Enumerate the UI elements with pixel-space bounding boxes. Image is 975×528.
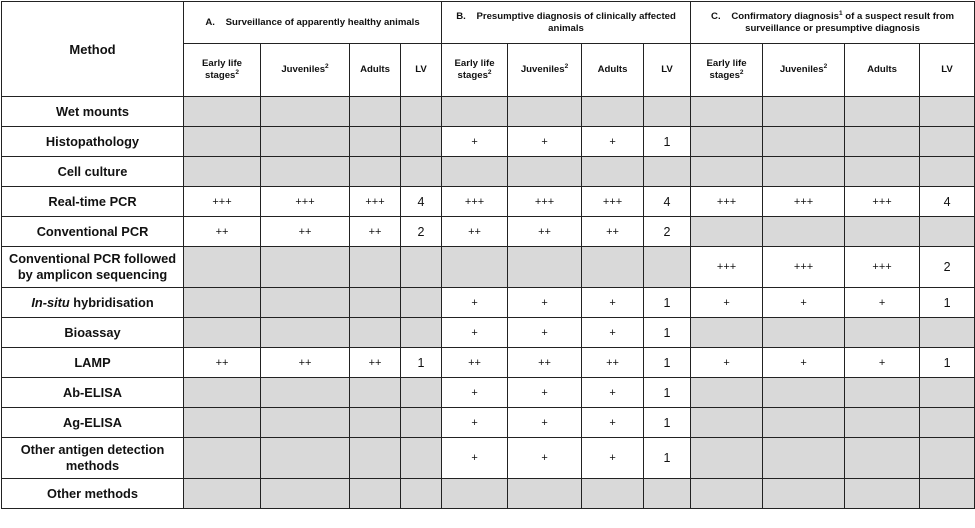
- rating-cell: +: [763, 348, 845, 378]
- group-c-header: [691, 2, 975, 44]
- shaded-cell: [845, 408, 920, 438]
- rating-cell: +: [582, 288, 644, 318]
- shaded-cell: [184, 288, 261, 318]
- shaded-cell: [350, 378, 401, 408]
- shaded-cell: [401, 97, 442, 127]
- shaded-cell: [442, 479, 508, 509]
- shaded-cell: [845, 217, 920, 247]
- table-row: [2, 217, 975, 247]
- rating-cell: +: [582, 378, 644, 408]
- method-label-text: Conventional PCR followed by amplicon sequencing: [8, 251, 177, 282]
- method-label-text: Ag-ELISA: [62, 414, 122, 430]
- shaded-cell: [184, 127, 261, 157]
- group-a-title: Surveillance of apparently healthy animals: [225, 16, 420, 28]
- group-c-title: Confirmatory diagnosis: [731, 10, 839, 22]
- shaded-cell: [845, 97, 920, 127]
- level-of-validation-cell: 1: [644, 127, 691, 157]
- subcol-juveniles-c: Juveniles$^2$: [763, 44, 845, 97]
- rating-cell: +++: [763, 247, 845, 288]
- rating-cell: +++: [845, 247, 920, 288]
- method-label-text: Cell culture: [57, 163, 128, 179]
- rating-cell: +++: [442, 187, 508, 217]
- shaded-cell: [261, 408, 350, 438]
- group-c-footnote-mark: 1: [839, 9, 843, 17]
- shaded-cell: [920, 479, 975, 509]
- rating-cell: +: [691, 348, 763, 378]
- table-row: [2, 408, 975, 438]
- shaded-cell: [920, 127, 975, 157]
- shaded-cell: [644, 479, 691, 509]
- subcol-lv-b: LV: [644, 44, 691, 97]
- shaded-cell: [763, 378, 845, 408]
- rating-cell: ++: [261, 348, 350, 378]
- shaded-cell: [508, 157, 582, 187]
- method-label: [2, 247, 184, 288]
- shaded-cell: [350, 288, 401, 318]
- table-row: [2, 127, 975, 157]
- shaded-cell: [691, 97, 763, 127]
- method-label-italic: In-situ: [31, 294, 70, 310]
- rating-cell: ++: [508, 217, 582, 247]
- subcol-juveniles-a: Juveniles$^2$: [261, 44, 350, 97]
- level-of-validation-cell: 1: [644, 378, 691, 408]
- group-a-header: [184, 2, 442, 44]
- shaded-cell: [261, 318, 350, 348]
- rating-cell: +++: [763, 187, 845, 217]
- rating-cell: +: [442, 438, 508, 479]
- table-row: [2, 288, 975, 318]
- shaded-cell: [442, 157, 508, 187]
- table-row: [2, 348, 975, 378]
- table-row: [2, 378, 975, 408]
- subcol-adults-a: Adults: [350, 44, 401, 97]
- shaded-cell: [644, 157, 691, 187]
- shaded-cell: [401, 247, 442, 288]
- table-row: [2, 318, 975, 348]
- rating-cell: +: [442, 127, 508, 157]
- rating-cell: +++: [261, 187, 350, 217]
- method-label: [2, 348, 184, 378]
- rating-cell: ++: [442, 348, 508, 378]
- method-label: [2, 479, 184, 509]
- shaded-cell: [845, 127, 920, 157]
- method-label: [2, 187, 184, 217]
- shaded-cell: [920, 97, 975, 127]
- shaded-cell: [691, 479, 763, 509]
- rating-cell: +: [582, 438, 644, 479]
- subcol-early-c: Early life stages$^2$: [691, 44, 763, 97]
- shaded-cell: [763, 479, 845, 509]
- method-label-text: LAMP: [74, 354, 111, 370]
- rating-cell: +++: [845, 187, 920, 217]
- shaded-cell: [845, 318, 920, 348]
- level-of-validation-cell: 1: [920, 348, 975, 378]
- rating-cell: +: [442, 408, 508, 438]
- method-label-text: Histopathology: [45, 133, 140, 149]
- shaded-cell: [401, 479, 442, 509]
- rating-cell: +: [582, 318, 644, 348]
- shaded-cell: [350, 408, 401, 438]
- shaded-cell: [691, 378, 763, 408]
- shaded-cell: [401, 288, 442, 318]
- table-row: [2, 187, 975, 217]
- method-column-header: Method: [2, 2, 184, 97]
- shaded-cell: [691, 217, 763, 247]
- level-of-validation-cell: 1: [644, 348, 691, 378]
- rating-cell: +: [582, 408, 644, 438]
- shaded-cell: [401, 408, 442, 438]
- method-label-text: Other antigen detection methods: [20, 442, 165, 473]
- rating-cell: +: [691, 288, 763, 318]
- shaded-cell: [644, 97, 691, 127]
- method-label-text: Ab-ELISA: [62, 384, 122, 400]
- shaded-cell: [920, 157, 975, 187]
- group-c-title-rest: of a suspect result from surveillance or presumptive diagnosis: [745, 10, 955, 34]
- rating-cell: +: [508, 438, 582, 479]
- level-of-validation-cell: 4: [920, 187, 975, 217]
- shaded-cell: [442, 247, 508, 288]
- rating-cell: +++: [582, 187, 644, 217]
- level-of-validation-cell: 2: [920, 247, 975, 288]
- shaded-cell: [763, 157, 845, 187]
- shaded-cell: [644, 247, 691, 288]
- shaded-cell: [920, 408, 975, 438]
- rating-cell: ++: [350, 348, 401, 378]
- shaded-cell: [261, 97, 350, 127]
- rating-cell: +: [508, 288, 582, 318]
- rating-cell: +: [442, 378, 508, 408]
- group-c-letter: C.: [711, 10, 721, 22]
- rating-cell: +: [845, 288, 920, 318]
- shaded-cell: [691, 318, 763, 348]
- method-label: [2, 97, 184, 127]
- method-label-text: Other methods: [46, 485, 138, 501]
- subcol-adults-b: Adults: [582, 44, 644, 97]
- method-label-text: Conventional PCR: [36, 223, 149, 239]
- rating-cell: +++: [508, 187, 582, 217]
- group-b-header: [442, 2, 691, 44]
- shaded-cell: [845, 438, 920, 479]
- rating-cell: +: [442, 288, 508, 318]
- table-row: [2, 438, 975, 479]
- shaded-cell: [350, 97, 401, 127]
- rating-cell: +: [582, 127, 644, 157]
- shaded-cell: [261, 288, 350, 318]
- shaded-cell: [184, 318, 261, 348]
- rating-cell: ++: [582, 217, 644, 247]
- shaded-cell: [845, 378, 920, 408]
- rating-cell: +: [508, 378, 582, 408]
- shaded-cell: [763, 97, 845, 127]
- shaded-cell: [442, 97, 508, 127]
- rating-cell: ++: [582, 348, 644, 378]
- shaded-cell: [184, 479, 261, 509]
- shaded-cell: [763, 408, 845, 438]
- shaded-cell: [350, 318, 401, 348]
- shaded-cell: [691, 157, 763, 187]
- rating-cell: ++: [508, 348, 582, 378]
- group-b-letter: B.: [456, 10, 466, 22]
- level-of-validation-cell: 2: [644, 217, 691, 247]
- shaded-cell: [763, 438, 845, 479]
- shaded-cell: [261, 157, 350, 187]
- method-label: [2, 157, 184, 187]
- shaded-cell: [350, 479, 401, 509]
- level-of-validation-cell: 1: [644, 288, 691, 318]
- method-label-text: Bioassay: [64, 324, 121, 340]
- shaded-cell: [184, 438, 261, 479]
- shaded-cell: [350, 247, 401, 288]
- rating-cell: ++: [184, 348, 261, 378]
- shaded-cell: [261, 378, 350, 408]
- shaded-cell: [763, 127, 845, 157]
- shaded-cell: [691, 127, 763, 157]
- shaded-cell: [184, 378, 261, 408]
- table-row: [2, 157, 975, 187]
- shaded-cell: [401, 318, 442, 348]
- subcol-juveniles-b: Juveniles$^2$: [508, 44, 582, 97]
- shaded-cell: [401, 438, 442, 479]
- rating-cell: +: [845, 348, 920, 378]
- shaded-cell: [508, 247, 582, 288]
- rating-cell: ++: [442, 217, 508, 247]
- rating-cell: +++: [184, 187, 261, 217]
- shaded-cell: [845, 479, 920, 509]
- method-label-text: hybridisation: [69, 294, 154, 310]
- method-label: [2, 217, 184, 247]
- level-of-validation-cell: 1: [401, 348, 442, 378]
- shaded-cell: [582, 97, 644, 127]
- level-of-validation-cell: 1: [644, 438, 691, 479]
- diagnostic-methods-table: [1, 1, 975, 509]
- shaded-cell: [763, 217, 845, 247]
- subcol-early-a: Early life stages$^2$: [184, 44, 261, 97]
- group-b-title: Presumptive diagnosis of clinically affected animals: [476, 10, 676, 34]
- shaded-cell: [920, 217, 975, 247]
- shaded-cell: [582, 479, 644, 509]
- shaded-cell: [763, 318, 845, 348]
- group-a-letter: A.: [205, 16, 215, 28]
- method-label: [2, 318, 184, 348]
- method-label-text: Wet mounts: [56, 103, 129, 119]
- shaded-cell: [350, 438, 401, 479]
- method-label: [2, 288, 184, 318]
- table-body: [2, 97, 975, 509]
- rating-cell: +++: [350, 187, 401, 217]
- shaded-cell: [691, 408, 763, 438]
- rating-cell: +++: [691, 247, 763, 288]
- rating-cell: +: [508, 318, 582, 348]
- shaded-cell: [261, 479, 350, 509]
- level-of-validation-cell: 2: [401, 217, 442, 247]
- rating-cell: +: [763, 288, 845, 318]
- method-label: [2, 378, 184, 408]
- shaded-cell: [350, 127, 401, 157]
- table-row: [2, 97, 975, 127]
- shaded-cell: [401, 127, 442, 157]
- level-of-validation-cell: 4: [401, 187, 442, 217]
- shaded-cell: [184, 408, 261, 438]
- table-row: [2, 479, 975, 509]
- level-of-validation-cell: 1: [644, 408, 691, 438]
- method-label: [2, 127, 184, 157]
- rating-cell: ++: [184, 217, 261, 247]
- shaded-cell: [920, 438, 975, 479]
- level-of-validation-cell: 1: [920, 288, 975, 318]
- shaded-cell: [582, 157, 644, 187]
- rating-cell: +++: [691, 187, 763, 217]
- table-row: [2, 247, 975, 288]
- shaded-cell: [401, 157, 442, 187]
- method-label: [2, 438, 184, 479]
- method-label-text: Real-time PCR: [48, 193, 137, 209]
- subcol-adults-c: Adults: [845, 44, 920, 97]
- subcol-early-b: Early life stages$^2$: [442, 44, 508, 97]
- rating-cell: +: [508, 127, 582, 157]
- shaded-cell: [184, 157, 261, 187]
- rating-cell: +: [442, 318, 508, 348]
- shaded-cell: [920, 318, 975, 348]
- rating-cell: +: [508, 408, 582, 438]
- shaded-cell: [261, 247, 350, 288]
- shaded-cell: [184, 247, 261, 288]
- level-of-validation-cell: 1: [644, 318, 691, 348]
- shaded-cell: [184, 97, 261, 127]
- shaded-cell: [350, 157, 401, 187]
- subcol-lv-a: LV: [401, 44, 442, 97]
- rating-cell: ++: [261, 217, 350, 247]
- shaded-cell: [845, 157, 920, 187]
- level-of-validation-cell: 4: [644, 187, 691, 217]
- rating-cell: ++: [350, 217, 401, 247]
- shaded-cell: [261, 438, 350, 479]
- subcol-lv-c: LV: [920, 44, 975, 97]
- shaded-cell: [508, 97, 582, 127]
- shaded-cell: [401, 378, 442, 408]
- shaded-cell: [582, 247, 644, 288]
- shaded-cell: [261, 127, 350, 157]
- shaded-cell: [920, 378, 975, 408]
- shaded-cell: [691, 438, 763, 479]
- method-label: [2, 408, 184, 438]
- shaded-cell: [508, 479, 582, 509]
